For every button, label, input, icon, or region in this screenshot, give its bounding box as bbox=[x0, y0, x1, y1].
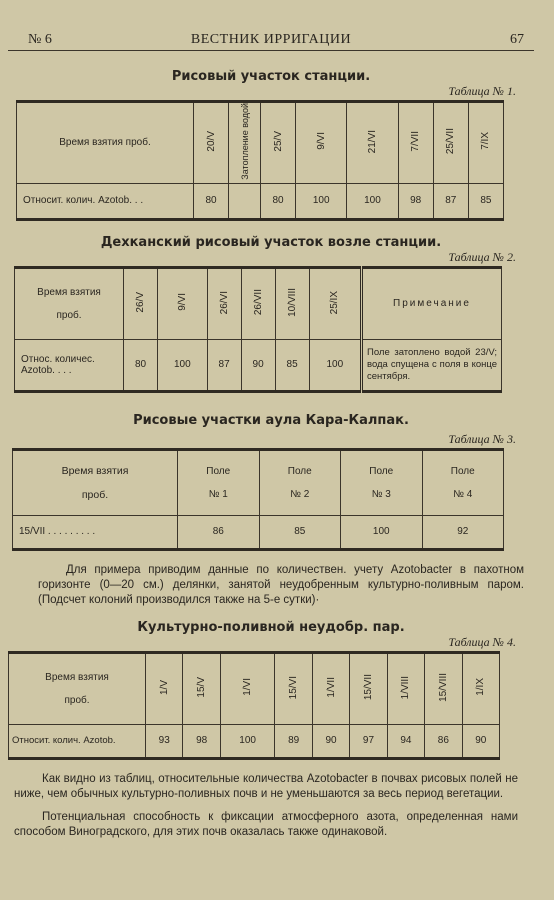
table1-cell: 87 bbox=[433, 183, 468, 219]
table3-cell: 100 bbox=[341, 515, 423, 549]
table2-note-header: Примечание bbox=[362, 267, 502, 339]
table3-cell: 85 bbox=[259, 515, 341, 549]
table2-col: 25/IX bbox=[309, 267, 361, 339]
table2-cell: 100 bbox=[309, 339, 361, 391]
table4-row-header: Время взятия проб. bbox=[9, 652, 146, 724]
table2-title: Дехканский рисовый участок возле станции. bbox=[100, 234, 442, 250]
table3-field-4: Поле № 4 bbox=[422, 449, 504, 515]
table1 bbox=[16, 100, 504, 221]
table4-col: 15/VI bbox=[275, 652, 312, 724]
table2-note: Поле затоплено водой 23/V; вода спущена с поля в конце сентября. bbox=[362, 339, 502, 391]
table4-cell: 94 bbox=[387, 724, 424, 758]
table1-row-header: Время взятия проб. bbox=[17, 102, 194, 184]
table4-cell: 90 bbox=[462, 724, 499, 758]
table4-col: 1/IX bbox=[462, 652, 499, 724]
table4-cell: 93 bbox=[146, 724, 183, 758]
table1-cell: 98 bbox=[398, 183, 433, 219]
table1-col: 9/VI bbox=[296, 102, 347, 184]
table1-cell: 80 bbox=[260, 183, 295, 219]
table3-number: Таблица № 3. bbox=[448, 431, 516, 446]
table4-cell: 97 bbox=[350, 724, 387, 758]
table4-col: 15/VIII bbox=[425, 652, 462, 724]
table3-field-2: Поле № 2 bbox=[259, 449, 341, 515]
paragraph-1: Для примера приводим данные по количествен. учету Azotobacter в пахотном горизонте (0—20 см.) делянки, занятой неудобренным культурно-поливным паром. (Подсчет колоний производился также на 5-е сутки)· bbox=[38, 563, 524, 606]
table4-row-label: Относит. колич. Azotob. bbox=[9, 724, 146, 758]
table3-row-label: 15/VII . . . . . . . . . bbox=[13, 515, 178, 549]
table2-col: 26/VII bbox=[241, 267, 275, 339]
table4-col: 15/VII bbox=[350, 652, 387, 724]
table1-col: 7/VII bbox=[398, 102, 433, 184]
table1-cell: 100 bbox=[347, 183, 398, 219]
table2 bbox=[14, 266, 502, 393]
table2-number: Таблица № 2. bbox=[448, 249, 516, 264]
table3 bbox=[12, 448, 504, 551]
table3-row-header: Время взятия проб. bbox=[13, 449, 178, 515]
running-head bbox=[8, 28, 534, 51]
issue-number: № 6 bbox=[28, 32, 52, 47]
table4-col: 1/V bbox=[146, 652, 183, 724]
paragraph-3: Потенциальная способность к фиксации атмосферного азота, определенная нами способом Виноградского, для этих почв оказалась также одинаковой. bbox=[14, 810, 518, 838]
table2-cell: 80 bbox=[124, 339, 158, 391]
table1-col: 20/V bbox=[194, 102, 229, 184]
journal-title: ВЕСТНИК ИРРИГАЦИИ bbox=[190, 32, 352, 47]
table4-col: 15/V bbox=[183, 652, 220, 724]
table2-row-header: Время взятия проб. bbox=[15, 267, 124, 339]
table1-col: Затопление водой bbox=[229, 102, 261, 184]
table1-cell bbox=[229, 183, 261, 219]
table1-col: 21/VI bbox=[347, 102, 398, 184]
table4-cell: 89 bbox=[275, 724, 312, 758]
table1-col: 25/V bbox=[260, 102, 295, 184]
table4-col: 1/VI bbox=[220, 652, 275, 724]
table1-cell: 85 bbox=[468, 183, 503, 219]
table3-title: Рисовые участки аула Кара-Калпак. bbox=[133, 412, 409, 428]
table3-cell: 86 bbox=[178, 515, 260, 549]
table4-cell: 98 bbox=[183, 724, 220, 758]
table2-cell: 87 bbox=[207, 339, 241, 391]
page-number: 67 bbox=[510, 32, 524, 47]
table2-cell: 90 bbox=[241, 339, 275, 391]
table4-cell: 100 bbox=[220, 724, 275, 758]
table4-col: 1/VIII bbox=[387, 652, 424, 724]
table2-col: 26/VI bbox=[207, 267, 241, 339]
table3-cell: 92 bbox=[422, 515, 504, 549]
table2-col: 26/V bbox=[124, 267, 158, 339]
table3-field-3: Поле № 3 bbox=[341, 449, 423, 515]
table2-cell: 100 bbox=[158, 339, 208, 391]
table2-col: 9/VI bbox=[158, 267, 208, 339]
table2-row-label: Относ. количес. Azotob. . . . bbox=[15, 339, 124, 391]
table4-cell: 86 bbox=[425, 724, 462, 758]
table4-number: Таблица № 4. bbox=[448, 634, 516, 649]
table1-title: Рисовый участок станции. bbox=[171, 69, 371, 84]
table4-cell: 90 bbox=[312, 724, 349, 758]
table4-col: 1/VII bbox=[312, 652, 349, 724]
table4 bbox=[8, 651, 500, 760]
table1-number: Таблица № 1. bbox=[448, 84, 516, 98]
table4-title: Культурно-поливной неудобр. пар. bbox=[137, 619, 405, 635]
table1-col: 7/IX bbox=[468, 102, 503, 184]
table2-col: 10/VIII bbox=[275, 267, 309, 339]
table1-col: 25/VII bbox=[433, 102, 468, 184]
table1-cell: 80 bbox=[194, 183, 229, 219]
table1-row-label: Относит. колич. Azotob. . . bbox=[17, 183, 194, 219]
table3-field-1: Поле № 1 bbox=[178, 449, 260, 515]
table2-cell: 85 bbox=[275, 339, 309, 391]
table1-cell: 100 bbox=[296, 183, 347, 219]
paragraph-2: Как видно из таблиц, относительные количества Azotobacter в почвах рисовых полей не ниже, чем обычных культурно-поливных почв и не уменьшаются за весь период вегетации. bbox=[14, 772, 518, 800]
